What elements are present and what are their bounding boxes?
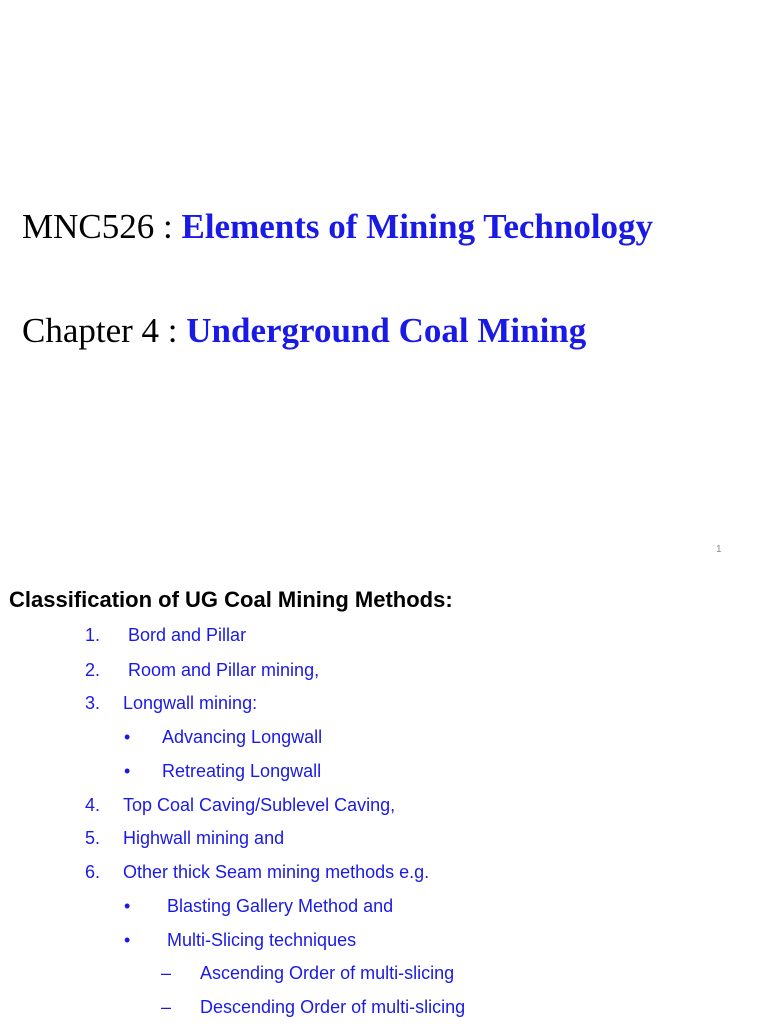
list-item: Ascending Order of multi-slicing <box>200 963 455 983</box>
dash-marker: – <box>161 997 172 1017</box>
list-item: Advancing Longwall <box>162 727 323 747</box>
list-marker: 1. <box>85 625 101 645</box>
bullet-marker: • <box>124 930 131 950</box>
bullet-marker: • <box>124 896 131 916</box>
list-item: Blasting Gallery Method and <box>167 896 394 916</box>
list-marker: 6. <box>85 862 101 882</box>
list-item: Retreating Longwall <box>162 761 322 781</box>
chapter-title-line <box>22 311 586 351</box>
page-number: 1 <box>716 544 722 555</box>
list-marker: 5. <box>85 828 101 848</box>
list-item: Longwall mining: <box>123 693 258 713</box>
list-item: Descending Order of multi-slicing <box>200 997 466 1017</box>
list-item: Other thick Seam mining methods e.g. <box>123 862 430 882</box>
list-item: Multi-Slicing techniques <box>167 930 357 950</box>
course-title: Elements of Mining Technology <box>181 207 654 246</box>
list-marker: 2. <box>85 660 101 680</box>
list-item: Room and Pillar mining, <box>128 660 320 680</box>
list-item: Top Coal Caving/Sublevel Caving, <box>123 795 396 815</box>
list-marker: 3. <box>85 693 101 713</box>
course-title-line <box>22 207 653 247</box>
chapter-title: Underground Coal Mining <box>186 311 587 350</box>
list-item: Bord and Pillar <box>128 625 247 645</box>
chapter-label: Chapter 4 : <box>22 311 178 350</box>
dash-marker: – <box>161 963 172 983</box>
bullet-marker: • <box>124 727 131 747</box>
bullet-marker: • <box>124 761 131 781</box>
list-item: Highwall mining and <box>123 828 285 848</box>
slide-heading: Classification of UG Coal Mining Methods: <box>9 587 453 612</box>
list-marker: 4. <box>85 795 101 815</box>
classification-slide <box>0 576 768 1024</box>
course-code: MNC526 : <box>22 207 173 246</box>
